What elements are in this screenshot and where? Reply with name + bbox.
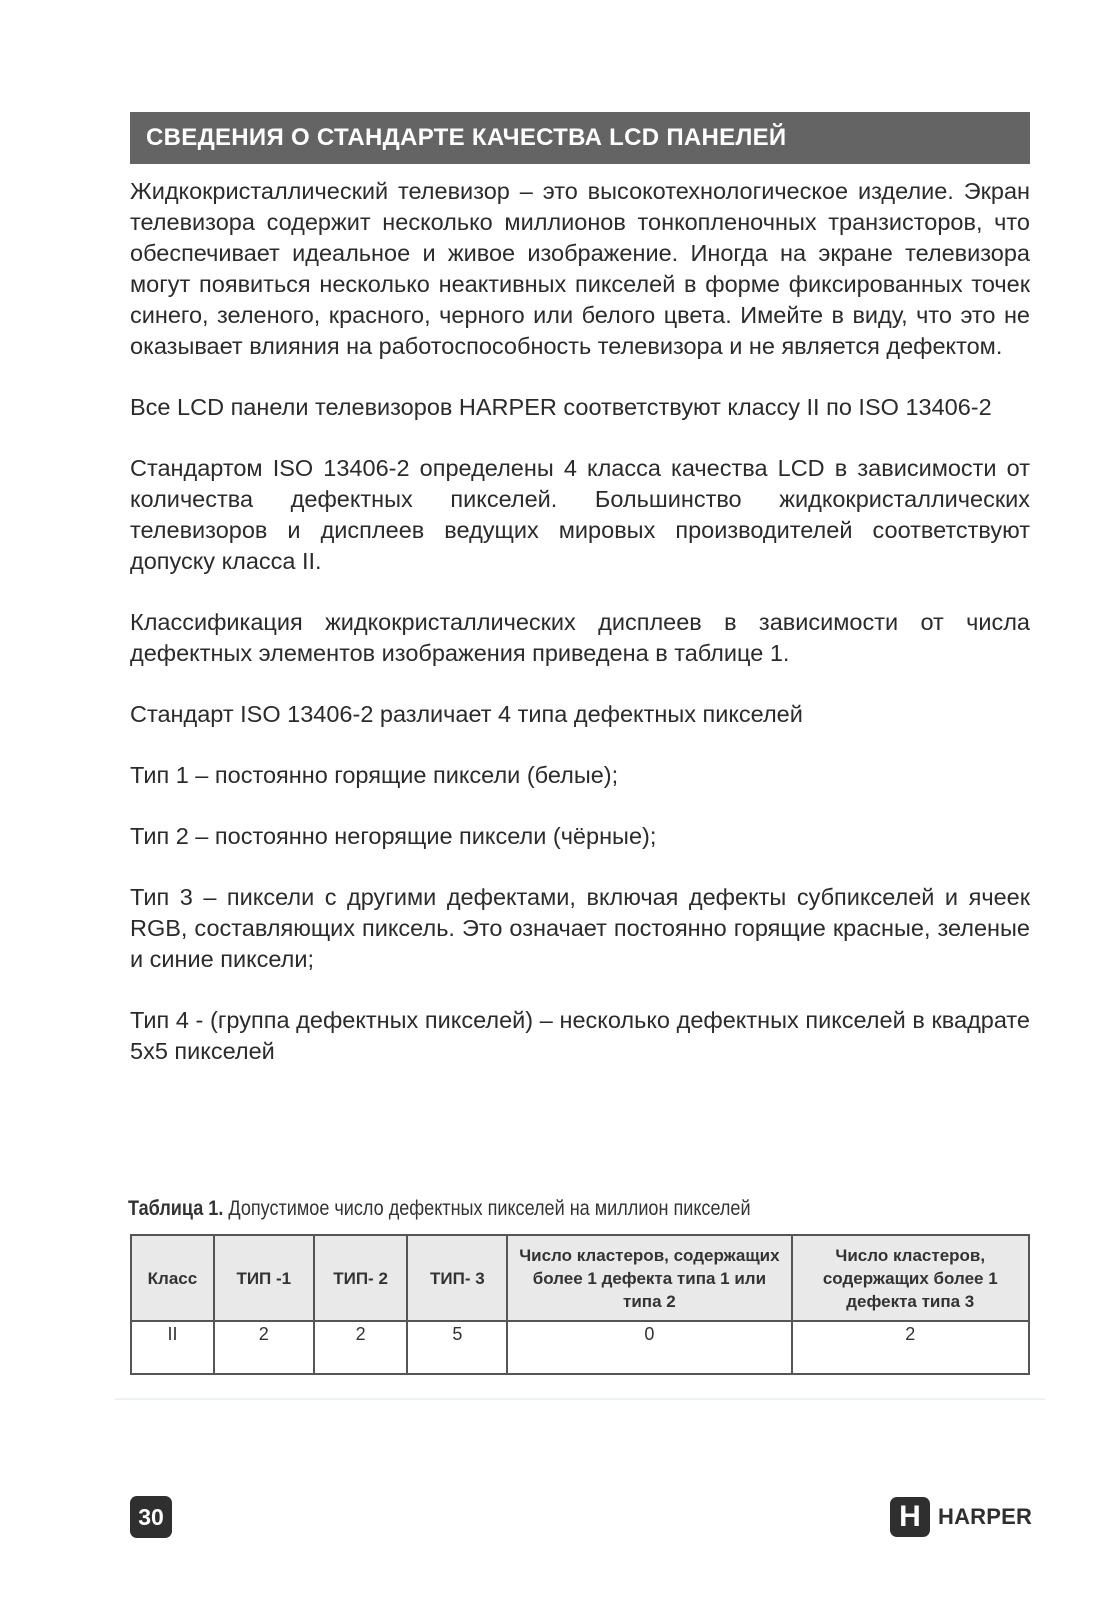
harper-h-icon: H xyxy=(890,1497,930,1537)
brand-logo xyxy=(890,1496,1032,1538)
header-class: Класс xyxy=(131,1235,214,1321)
table-caption xyxy=(128,1197,751,1221)
header-type-3: ТИП- 3 xyxy=(407,1235,507,1321)
defects-table xyxy=(130,1234,1030,1375)
paragraph-type-4: Тип 4 - (группа дефектных пикселей) – несколько дефектных пикселей в квадрате 5х5 пикселей xyxy=(130,1007,1030,1064)
cell-class: II xyxy=(131,1321,214,1374)
table-row xyxy=(131,1321,1029,1374)
cell-clusters-type-1-2: 0 xyxy=(507,1321,791,1374)
header-type-2: ТИП- 2 xyxy=(314,1235,408,1321)
paragraph-type-3: Тип 3 – пиксели с другими дефектами, включая дефекты субпикселей и ячеек RGB, составляющих пиксель. Это означает постоянно горящие красные, зеленые и синие пиксели; xyxy=(130,884,1030,972)
section-title: СВЕДЕНИЯ О СТАНДАРТЕ КАЧЕСТВА LCD ПАНЕЛЕЙ xyxy=(146,124,787,151)
header-clusters-type-1-2: Число кластеров, содержащих более 1 дефекта типа 1 или типа 2 xyxy=(507,1235,791,1321)
cell-type-3: 5 xyxy=(407,1321,507,1374)
paragraph-defect-types: Стандарт ISO 13406-2 различает 4 типа дефектных пикселей xyxy=(130,701,803,727)
header-type-1: ТИП -1 xyxy=(214,1235,314,1321)
cell-type-1: 2 xyxy=(214,1321,314,1374)
cell-type-2: 2 xyxy=(314,1321,408,1374)
paragraph-intro: Жидкокристаллический телевизор – это высокотехнологическое изделие. Экран телевизора содержит несколько миллионов тонкопленочных транзисторов, что обеспечивает идеальное и живое изображение. Иногда на экране телевизора могут появиться несколько неактивных пикселей в форме фиксированных точек синего, зеленого, красного, черного или белого цвета. Имейте в виду, что это не оказывает влияния на работоспособность телевизора и не является дефектом. xyxy=(130,178,1030,359)
footer-divider xyxy=(115,1398,1045,1400)
table-header-row xyxy=(131,1235,1029,1321)
page-number: 30 xyxy=(130,1496,172,1538)
paragraph-type-2: Тип 2 – постоянно негорящие пиксели (чёрные); xyxy=(130,823,657,849)
table-caption-label: Таблица 1. xyxy=(128,1197,224,1220)
paragraph-type-1: Тип 1 – постоянно горящие пиксели (белые); xyxy=(130,762,619,788)
paragraph-classification: Классификация жидкокристаллических дисплеев в зависимости от числа дефектных элементов изображения приведена в таблице 1. xyxy=(130,609,1030,666)
brand-name: HARPER xyxy=(938,1504,1033,1529)
paragraph-harper-class: Все LCD панели телевизоров HARPER соответствуют классу II по ISO 13406-2 xyxy=(130,394,992,420)
paragraph-iso-classes: Стандартом ISO 13406-2 определены 4 класса качества LCD в зависимости от количества дефектных пикселей. Большинство жидкокристаллических телевизоров и дисплеев ведущих мировых производителей соответствуют допуску класса II. xyxy=(130,455,1030,574)
header-clusters-type-3: Число кластеров, содержащих более 1 дефекта типа 3 xyxy=(792,1235,1030,1321)
section-header xyxy=(130,112,1030,164)
body-text xyxy=(130,176,1030,1067)
cell-clusters-type-3: 2 xyxy=(792,1321,1030,1374)
table-caption-text: Допустимое число дефектных пикселей на миллион пикселей xyxy=(223,1197,751,1220)
